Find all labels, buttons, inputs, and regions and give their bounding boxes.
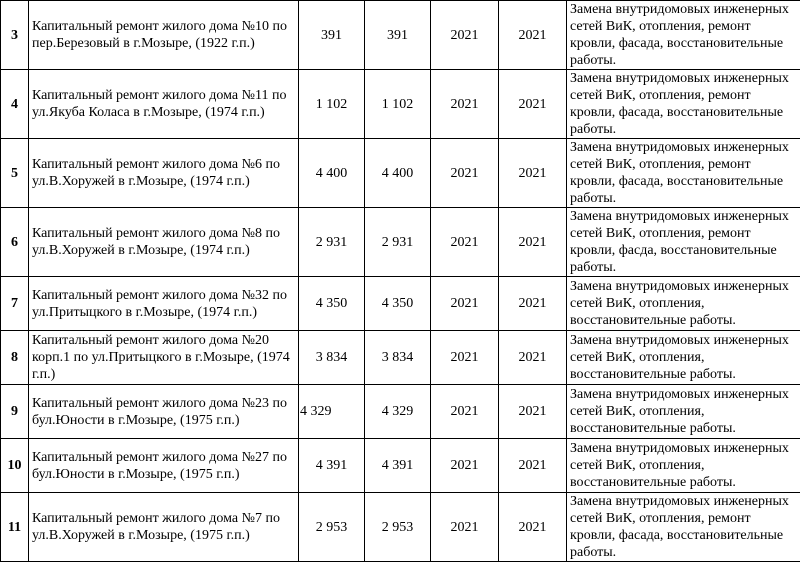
start-year: 2021 (431, 331, 499, 385)
works-description: Замена внутридомовых инженерных сетей ВиК, отопления, восстановительные работы. (567, 277, 800, 331)
row-number: 5 (1, 139, 29, 208)
end-year: 2021 (499, 493, 567, 562)
planned-cost: 391 (365, 1, 431, 70)
object-name: Капитальный ремонт жилого дома №32 по ул.Притыцкого в г.Мозыре, (1974 г.п.) (29, 277, 299, 331)
row-number: 3 (1, 1, 29, 70)
row-number: 4 (1, 70, 29, 139)
start-year: 2021 (431, 277, 499, 331)
estimated-cost: 4 400 (299, 139, 365, 208)
table-row (1, 277, 800, 331)
object-name: Капитальный ремонт жилого дома №23 по бул.Юности в г.Мозыре, (1975 г.п.) (29, 385, 299, 439)
estimated-cost: 4 329 (299, 385, 365, 439)
start-year: 2021 (431, 439, 499, 493)
start-year: 2021 (431, 1, 499, 70)
table-row (1, 385, 800, 439)
planned-cost: 2 953 (365, 493, 431, 562)
works-description: Замена внутридомовых инженерных сетей ВиК, отопления, ремонт кровли, фасда, восстановительные работы. (567, 208, 800, 277)
estimated-cost: 2 931 (299, 208, 365, 277)
planned-cost: 2 931 (365, 208, 431, 277)
table-row (1, 139, 800, 208)
works-description: Замена внутридомовых инженерных сетей ВиК, отопления, ремонт кровли, фасада, восстановительные работы. (567, 139, 800, 208)
works-description: Замена внутридомовых инженерных сетей ВиК, отопления, ремонт кровли, фасада, восстановительные работы. (567, 1, 800, 70)
object-name: Капитальный ремонт жилого дома №11 по ул.Якуба Коласа в г.Мозыре, (1974 г.п.) (29, 70, 299, 139)
start-year: 2021 (431, 139, 499, 208)
end-year: 2021 (499, 208, 567, 277)
start-year: 2021 (431, 208, 499, 277)
table-row (1, 439, 800, 493)
object-name: Капитальный ремонт жилого дома №6 по ул.В.Хоружей в г.Мозыре, (1974 г.п.) (29, 139, 299, 208)
row-number: 7 (1, 277, 29, 331)
estimated-cost: 4 391 (299, 439, 365, 493)
planned-cost: 4 400 (365, 139, 431, 208)
works-description: Замена внутридомовых инженерных сетей ВиК, отопления, ремонт кровли, фасада, восстановительные работы. (567, 493, 800, 562)
start-year: 2021 (431, 493, 499, 562)
end-year: 2021 (499, 331, 567, 385)
works-description: Замена внутридомовых инженерных сетей ВиК, отопления, ремонт кровли, фасада, восстановительные работы. (567, 70, 800, 139)
estimated-cost: 3 834 (299, 331, 365, 385)
works-description: Замена внутридомовых инженерных сетей ВиК, отопления, восстановительные работы. (567, 331, 800, 385)
estimated-cost: 2 953 (299, 493, 365, 562)
works-description: Замена внутридомовых инженерных сетей ВиК, отопления, восстановительные работы. (567, 439, 800, 493)
end-year: 2021 (499, 1, 567, 70)
table-row (1, 331, 800, 385)
row-number: 11 (1, 493, 29, 562)
object-name: Капитальный ремонт жилого дома №7 по ул.В.Хоружей в г.Мозыре, (1975 г.п.) (29, 493, 299, 562)
object-name: Капитальный ремонт жилого дома №20 корп.1 по ул.Притыцкого в г.Мозыре, (1974 г.п.) (29, 331, 299, 385)
planned-cost: 4 329 (365, 385, 431, 439)
planned-cost: 4 350 (365, 277, 431, 331)
table-row (1, 70, 800, 139)
planned-cost: 3 834 (365, 331, 431, 385)
table-body (1, 1, 800, 562)
row-number: 6 (1, 208, 29, 277)
end-year: 2021 (499, 439, 567, 493)
start-year: 2021 (431, 385, 499, 439)
start-year: 2021 (431, 70, 499, 139)
estimated-cost: 391 (299, 1, 365, 70)
object-name: Капитальный ремонт жилого дома №10 по пер.Березовый в г.Мозыре, (1922 г.п.) (29, 1, 299, 70)
table-row (1, 1, 800, 70)
planned-cost: 4 391 (365, 439, 431, 493)
table-row (1, 208, 800, 277)
end-year: 2021 (499, 70, 567, 139)
works-description: Замена внутридомовых инженерных сетей ВиК, отопления, восстановительные работы. (567, 385, 800, 439)
estimated-cost: 1 102 (299, 70, 365, 139)
end-year: 2021 (499, 277, 567, 331)
estimated-cost: 4 350 (299, 277, 365, 331)
planned-cost: 1 102 (365, 70, 431, 139)
object-name: Капитальный ремонт жилого дома №8 по ул.В.Хоружей в г.Мозыре, (1974 г.п.) (29, 208, 299, 277)
end-year: 2021 (499, 139, 567, 208)
row-number: 8 (1, 331, 29, 385)
end-year: 2021 (499, 385, 567, 439)
object-name: Капитальный ремонт жилого дома №27 по бул.Юности в г.Мозыре, (1975 г.п.) (29, 439, 299, 493)
row-number: 9 (1, 385, 29, 439)
row-number: 10 (1, 439, 29, 493)
table-row (1, 493, 800, 562)
